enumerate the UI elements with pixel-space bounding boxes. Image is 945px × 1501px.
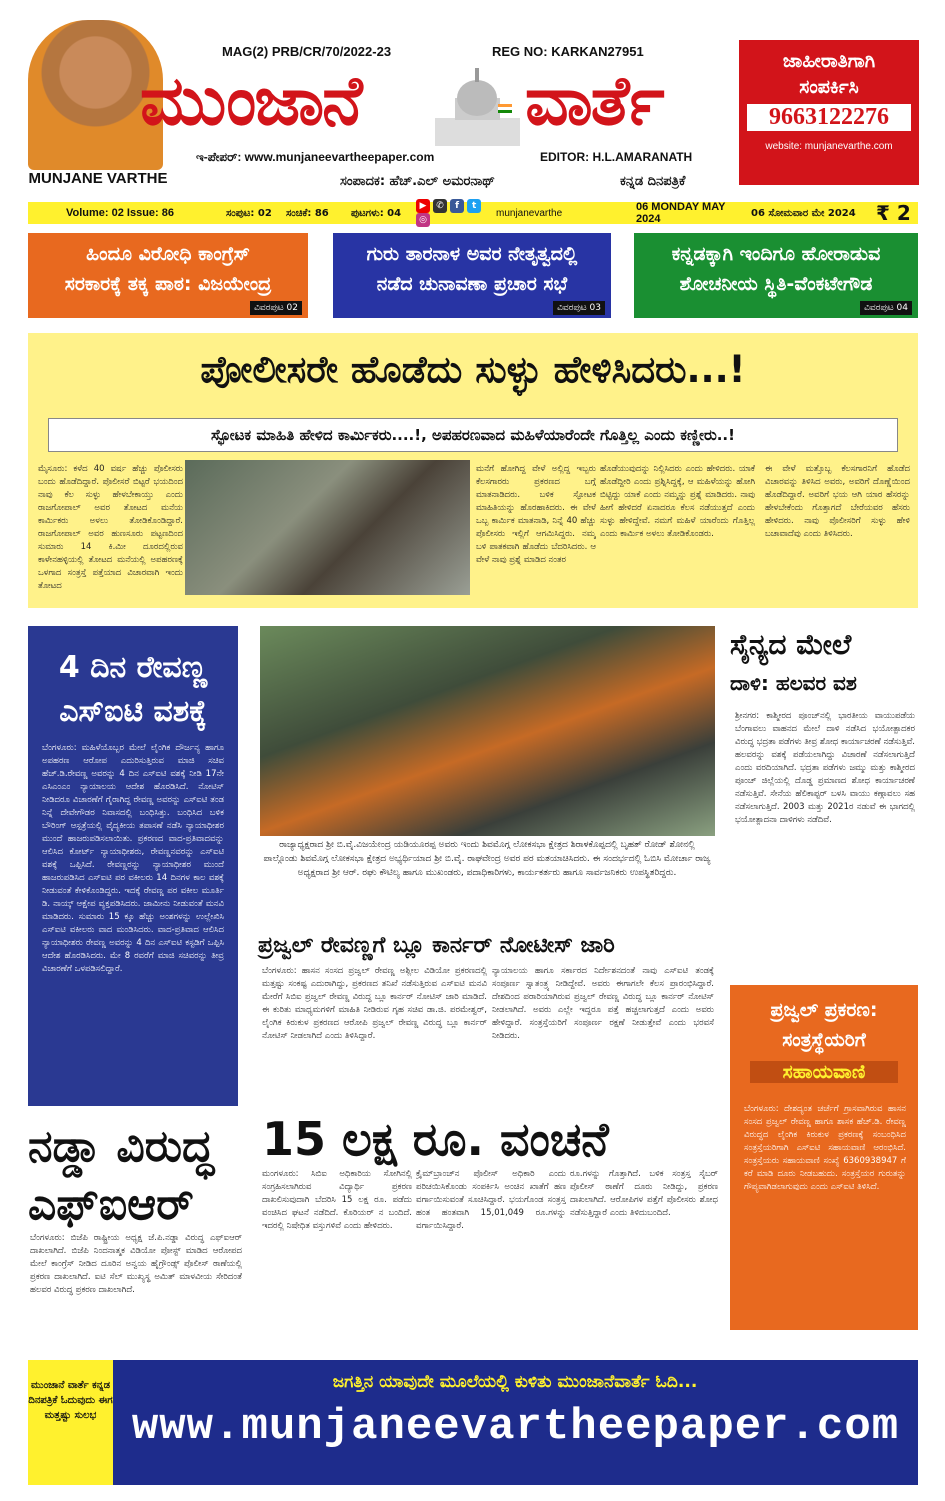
ad-line-1: ಜಾಹೀರಾತಿಗಾಗಿ (782, 50, 876, 72)
lead-subheadline: ಸ್ಫೋಟಕ ಮಾಹಿತಿ ಹೇಳಿದ ಕಾರ್ಮಿಕರು....!, ಅಪಹರಣವಾದ ಮಹಿಳೆಯಾರೆಂದೇ ಗೊತ್ತಿಲ್ಲ ಎಂದು ಕಣ್ಣೀರು..! (48, 418, 898, 452)
epaper-url[interactable]: ಇ-ಪೇಪರ್: www.munjaneevartheepaper.com (196, 150, 435, 164)
rally-caption: ರಾಜ್ಯಾಧ್ಯಕ್ಷರಾದ ಶ್ರೀ ಬಿ.ವೈ.ವಿಜಯೇಂದ್ರ ಯಡಿಯೂರಪ್ಪ ಅವರು ಇಂದು ಶಿವಮೊಗ್ಗ ಲೋಕಸಭಾ ಕ್ಷೇತ್ರದ ಶಿರಾಳಕೊಪ್ಪದಲ್ಲಿ ಬೃಹತ್ ರೋಡ್ ಶೋನಲ್ಲಿ ಪಾಲ್ಗೊಂಡು ಶಿವಮೊಗ್ಗ ಲೋಕಸಭಾ ಕ್ಷೇತ್ರದ ಅಭ್ಯರ್ಥಿಯಾದ ಶ್ರೀ ಬಿ.ವೈ. ರಾಘವೇಂದ್ರ ಅವರ ಪರ ಮತಯಾಚಿಸಿದರು. ಈ ಸಂದರ್ಭದಲ್ಲಿ ಓಬಿಸಿ ಮೋರ್ಚಾ ರಾಜ್ಯ ಅಧ್ಯಕ್ಷರಾದ ಶ್ರೀ ಆರ್. ರಘು ಕೌಟಿಲ್ಯ ಹಾಗೂ ಮುಖಂಡರು, ಪದಾಧಿಕಾರಿಗಳು, ಕಾರ್ಯಕರ್ತರು ಹಾಗೂ ಸಾರ್ವಜನಿಕರು ಉಪಸ್ಥಿತರಿದ್ದರು. (263, 840, 711, 878)
teaser-box-3[interactable] (634, 233, 918, 318)
reg-number: REG NO: KARKAN27951 (492, 44, 644, 59)
fraud-column-1: ಮಂಗಳೂರು: ಸಿಬಿಐ ಅಧಿಕಾರಿಯ ಸೋಗಿನಲ್ಲಿ ಸಂಗ್ರಹಿಸಲಾಗಿರುವ ವಿದ್ಯಾರ್ಥಿ ಪ್ರಕರಣ ದಾಖಲಿಸುವುದಾಗಿ ಬೆದರಿಸಿ 15 ಲಕ್ಷ ರೂ. ಪಡೆದು ವಂಚಿಸಿದ ಘಟನೆ ನಡೆದಿದೆ. ಕೊರಿಯರ್ ನ ಬಂದಿದೆ. ಇದರಲ್ಲಿ ನಿಷೇಧಿತ ವಸ್ತುಗಳಿವೆ ಎಂದು ಹೇಳಿದರು. (262, 1169, 412, 1231)
helpline-highlight: ಸಹಾಯವಾಣಿ (750, 1061, 898, 1083)
footer-left-note: ಮುಂಜಾನೆ ವಾರ್ತೆ ಕನ್ನಡ ದಿನಪತ್ರಿಕೆ ಓದುವುದು ಈಗ ಮತ್ತಷ್ಟು ಸುಲಭ (28, 1360, 113, 1485)
pages-kannada: ಪುಟಗಳು: 04 (351, 207, 402, 219)
teaser-1-page-tag: ವಿವರಪುಟ 02 (250, 301, 302, 315)
issue-kannada: ಸಂಚಿಕೆ: 86 (286, 207, 329, 219)
teaser-3-line2: ಶೋಚನೀಯ ಸ್ಥಿತಿ-ವೆಂಕಟೇಗೌಡ (679, 273, 873, 295)
social-handle[interactable]: munjanevarthe (496, 207, 563, 219)
footer-tagline: ಜಗತ್ತಿನ ಯಾವುದೇ ಮೂಲೆಯಲ್ಲಿ ಕುಳಿತು ಮುಂಜಾನೆವಾರ್ತೆ ಓದಿ... (332, 1372, 698, 1392)
ad-line-2: ಸಂಪರ್ಕಿಸಿ (799, 76, 859, 98)
army-subheadline: ದಾಳಿ: ಹಲವರ ವಶ (730, 671, 857, 695)
teaser-box-2[interactable] (333, 233, 611, 318)
nadda-body: ಬೆಂಗಳೂರು: ಬಿಜೆಪಿ ರಾಷ್ಟ್ರೀಯ ಅಧ್ಯಕ್ಷ ಜೆ.ಪಿ.ನಡ್ಡಾ ವಿರುದ್ಧ ಎಫ್ಐಆರ್ ದಾಖಲಾಗಿದೆ. ಬಿಜೆಪಿ ನಿಂದನಾತ್ಮಕ ವಿಡಿಯೋ ಪೋಸ್ಟ್ ಮಾಡಿದ ಆರೋಪದ ಮೇಲೆ ಕಾಂಗ್ರೆಸ್ ನೀಡಿದ ದೂರಿನ ಅನ್ವಯ ಹೈಗ್ರೌಂಡ್ಸ್ ಪೊಲೀಸ್ ಠಾಣೆಯಲ್ಲಿ ಪ್ರಕರಣ ದಾಖಲಾಗಿದೆ. ಐಟಿ ಸೆಲ್ ಮುಖ್ಯಸ್ಥ ಅಮಿತ್ ಮಾಳವೀಯ ಸೇರಿದಂತೆ ಹಲವರ ವಿರುದ್ಧ ಪ್ರಕರಣ ದಾಖಲಾಗಿದೆ. (30, 1233, 242, 1295)
helpline-body: ಬೆಂಗಳೂರು: ದೇಶದ್ಯಂತ ಚರ್ಚೆಗೆ ಗ್ರಾಸವಾಗಿರುವ ಹಾಸನ ಸಂಸದ ಪ್ರಜ್ವಲ್ ರೇವಣ್ಣ ಹಾಗೂ ಶಾಸಕ ಹೆಚ್.ಡಿ. ರೇವಣ್ಣ ವಿರುದ್ಧದ ಲೈಂಗಿಕ ಕಿರುಕುಳ ಪ್ರಕರಣಕ್ಕೆ ಸಂಬಂಧಿಸಿದ ಸಂತ್ರಸ್ತೆಯರಿಗಾಗಿ ಎಸ್ಐಟಿ ಸಹಾಯವಾಣಿ ಆರಂಭಿಸಿದೆ. ಸಂತ್ರಸ್ತೆಯರು ಸಹಾಯವಾಣಿ ಸಂಖ್ಯೆ 6360938947 ಗೆ ಕರೆ ಮಾಡಿ ದೂರು ನೀಡಬಹುದು. ಸಂತ್ರಸ್ತೆಯರ ಗುರುತನ್ನು ಗೌಪ್ಯವಾಗಿಡಲಾಗುವುದು ಎಂದು ಎಸ್ಐಟಿ ತಿಳಿಸಿದೆ. (744, 1104, 906, 1192)
date-english: 06 MONDAY MAY 2024 (636, 201, 726, 225)
lead-photo (185, 460, 470, 595)
daily-label: ಕನ್ನಡ ದಿನಪತ್ರಿಕೆ (620, 174, 686, 189)
vidhana-soudha-icon (430, 58, 525, 148)
lead-headline[interactable]: ಪೋಲೀಸರೇ ಹೊಡೆದು ಸುಳ್ಳು ಹೇಳಿಸಿದರು...! (200, 348, 746, 391)
info-strip (28, 202, 918, 224)
teaser-1-line1: ಹಿಂದೂ ವಿರೋಧಿ ಕಾಂಗ್ರೆಸ್ (86, 243, 250, 265)
volume-issue: Volume: 02 Issue: 86 (66, 207, 175, 219)
twitter-icon[interactable]: t (467, 199, 481, 213)
teaser-2-page-tag: ವಿವರಪುಟ 03 (553, 301, 605, 315)
footer-url[interactable]: www.munjaneevartheepaper.com (131, 1402, 900, 1452)
portrait-label: MUNJANE VARTHE (28, 170, 168, 187)
nadda-headline[interactable]: ನಡ್ಡಾ ವಿರುದ್ಧ ಎಫ್ಐಆರ್ (28, 1121, 214, 1230)
mag-number: MAG(2) PRB/CR/70/2022-23 (222, 44, 392, 59)
prajwal-column-1: ಬೆಂಗಳೂರು: ಹಾಸನ ಸಂಸದ ಪ್ರಜ್ವಲ್ ರೇವಣ್ಣ ಅಶ್ಲೀಲ ವಿಡಿಯೋ ಪ್ರಕರಣದಲ್ಲಿ ಮತ್ತಷ್ಟು ಸಂಕಷ್ಟ ಎದುರಾಗಿದ್ದು, ಪ್ರಕರಣದ ತನಿಖೆ ನಡೆಸುತ್ತಿರುವ ಎಸ್ಐಟಿ ಮನವಿ ಮೇರೆಗೆ ಸಿಬಿಐ ಪ್ರಜ್ವಲ್ ರೇವಣ್ಣ ವಿರುದ್ಧ ಬ್ಲೂ ಕಾರ್ನರ್ ನೋಟಿಸ್ ಜಾರಿ ಮಾಡಿದೆ. ಈ ಕುರಿತು ಮಾಧ್ಯಮಗಳಿಗೆ ಮಾಹಿತಿ ನೀಡಿರುವ ಗೃಹ ಸಚಿವ ಡಾ.ಜಿ. ಪರಮೇಶ್ವರ್, ಲೈಂಗಿಕ ಕಿರುಕುಳ ಪ್ರಕರಣದ ಆರೋಪಿ ಪ್ರಜ್ವಲ್ ರೇವಣ್ಣ ವಿರುದ್ಧ ಬ್ಲೂ ಕಾರ್ನರ್ ನೋಟಿಸ್ ನೀಡಲಾಗಿದೆ ಎಂದು ತಿಳಿಸಿದ್ದಾರೆ. (262, 966, 487, 1041)
prajwal-headline[interactable]: ಪ್ರಜ್ವಲ್ ರೇವಣ್ಣಗೆ ಬ್ಲೂ ಕಾರ್ನರ್ ನೋಟೀಸ್ ಜಾರಿ (258, 933, 615, 958)
social-icons (416, 199, 496, 227)
fraud-column-3: ರೂ.ಗಳನ್ನು ಗೊತ್ತಾಗಿದೆ. ಬಳಿಕ ಸಂತ್ರಸ್ತ ಸೈಬರ್ ಪೊಲೀಸ್ ಠಾಣೆಗೆ ದೂರು ನೀಡಿದ್ದು, ಪ್ರಕರಣ ದಾಖಲಾಗಿದೆ. ಆರೋಪಿಗಳ ಪತ್ತೆಗೆ ಪೊಲೀಸರು ಶೋಧ ನಡೆಸುತ್ತಿದ್ದಾರೆ ಎಂದು ತಿಳಿದುಬಂದಿದೆ. (570, 1169, 718, 1218)
teaser-2-line1: ಗುರು ತಾರನಾಳ ಅವರ ನೇತೃತ್ವದಲ್ಲಿ (366, 243, 578, 265)
teaser-box-1[interactable] (28, 233, 308, 318)
teaser-1-line2: ಸರಕಾರಕ್ಕೆ ತಕ್ಕ ಪಾಠ: ವಿಜಯೇಂದ್ರ (64, 273, 272, 295)
prajwal-column-2: ನ್ಯಾಯಾಲಯ ಹಾಗೂ ಸರ್ಕಾರದ ನಿರ್ದೇಶನದಂತೆ ನಾವು ಎಸ್ಐಟಿ ತಂಡಕ್ಕೆ ಸಂಪೂರ್ಣ ಸ್ವಾತಂತ್ರ್ಯ ನೀಡಿದ್ದೇವೆ. ಅವರು ಈಗಾಗಲೇ ಕೆಲಸ ಪ್ರಾರಂಭಿಸಿದ್ದಾರೆ. ದೇಶದಿಂದ ಪರಾರಿಯಾಗಿರುವ ಪ್ರಜ್ವಲ್ ರೇವಣ್ಣ ವಿರುದ್ಧ ಬ್ಲೂ ಕಾರ್ನರ್ ನೋಟಿಸ್ ನೀಡಲಾಗಿದೆ. ಅವರು ಎಲ್ಲೇ ಇದ್ದರೂ ಪತ್ತೆ ಹಚ್ಚಲಾಗುತ್ತದೆ ಎಂದು ಅವರು ಹೇಳಿದ್ದಾರೆ. ಸಂತ್ರಸ್ತೆಯರಿಗೆ ಸಂಪೂರ್ಣ ರಕ್ಷಣೆ ನೀಡುತ್ತೇವೆ ಎಂದು ಭರವಸೆ ನೀಡಿದರು. (492, 966, 714, 1041)
facebook-icon[interactable]: f (450, 199, 464, 213)
instagram-icon[interactable]: ◎ (416, 213, 430, 227)
revanna-body: ಬೆಂಗಳೂರು: ಮಹಿಳೆಯೊಬ್ಬರ ಮೇಲೆ ಲೈಂಗಿಕ ದೌರ್ಜನ್ಯ ಹಾಗೂ ಅಪಹರಣ ಆರೋಪ ಎದುರಿಸುತ್ತಿರುವ ಮಾಜಿ ಸಚಿವ ಹೆಚ್.ಡಿ.ರೇವಣ್ಣ ಅವರನ್ನು 4 ದಿನ ಎಸ್ಐಟಿ ವಶಕ್ಕೆ ನೀಡಿ 17ನೇ ಎಸಿಎಂಎಂ ನ್ಯಾಯಾಲಯ ಆದೇಶ ಹೊರಡಿಸಿದೆ. ನೋಟಿಸ್ ನೀಡಿದರೂ ವಿಚಾರಣೆಗೆ ಗೈರಾಗಿದ್ದ ರೇವಣ್ಣ ಅವರನ್ನು ಎಸ್ಐಟಿ ತಂಡ ನಿನ್ನೆ ದೇವೇಗೌಡರ ನಿವಾಸದಲ್ಲಿ ಬಂಧಿಸಿತ್ತು. ಬಂಧಿಸಿದ ಬಳಿಕ ಬೌರಿಂಗ್ ಆಸ್ಪತ್ರೆಯಲ್ಲಿ ವೈದ್ಯಕೀಯ ತಪಾಸಣೆ ನಡೆಸಿ ನ್ಯಾಯಾಧೀಶರ ಮುಂದೆ ಹಾಜರುಪಡಿಸಲಾಯಿತು. ಪ್ರಕರಣದ ವಾದ-ಪ್ರತಿವಾದವನ್ನು ಆಲಿಸಿದ ಕೋರ್ಟ್ ನ್ಯಾಯಾಧೀಶರು, ರೇವಣ್ಣನವರನ್ನು ಎಸ್ಐಟಿ ವಶಕ್ಕೆ ಒಪ್ಪಿಸಿದೆ. ರೇವಣ್ಣರನ್ನು ನ್ಯಾಯಾಧೀಶರ ಮುಂದೆ ಹಾಜರುಪಡಿಸಿದ ಎಸ್ಐಟಿ ಪರ ವಕೀಲರು 14 ದಿನಗಳ ಕಾಲ ವಶಕ್ಕೆ ನೀಡುವಂತೆ ಕೇಳಿಕೊಂಡಿದ್ದರು. ಇದಕ್ಕೆ ರೇವಣ್ಣ ಪರ ವಕೀಲ ಮೂರ್ತಿ ಡಿ. ನಾಯ್ಕ್ ಆಕ್ಷೇಪ ವ್ಯಕ್ತಪಡಿಸಿದರು. ಜಾಮೀನು ನೀಡುವಂತೆ ಮನವಿ ಮಾಡಿದರು. ಸುಮಾರು 15 ಕ್ಕೂ ಹೆಚ್ಚು ಅಂಶಗಳನ್ನು ಉಲ್ಲೇಖಿಸಿ ಎಸ್ಐಟಿ ವಕೀಲರು ವಾದ ಮಂಡಿಸಿದರು. ವಾದ-ಪ್ರತಿವಾದ ಆಲಿಸಿದ ನ್ಯಾಯಾಧೀಶರು ರೇವಣ್ಣ ಅವರನ್ನು 4 ದಿನ ಎಸ್ಐಟಿ ಕಸ್ಟಡಿಗೆ ಒಪ್ಪಿಸಿ ಆದೇಶ ಹೊರಡಿಸಿದರು. ಮೇ 8 ರವರೆಗೆ ಮಾಜಿ ಸಚಿವರನ್ನು ತೀವ್ರ ವಿಚಾರಣೆಗೆ ಒಳಪಡಿಸಲಿದ್ದಾರೆ. (42, 743, 224, 974)
editor-name-kannada: ಸಂಪಾದಕ: ಹೆಚ್.ಎಲ್ ಅಮರನಾಥ್ (340, 174, 495, 189)
ad-phone[interactable]: 9663122276 (747, 104, 911, 131)
rally-photo (260, 626, 715, 836)
fraud-column-2: ಕ್ರೈಮ್‌ಬ್ರಾಂಚ್‌ನ ಪೊಲೀಸ್ ಅಧಿಕಾರಿ ಎಂದು ಪರಿಚಯಿಸಿಕೊಂಡು ಸಂಪರ್ಕಿಸಿ ಅಂಚಿನ ಖಾತೆಗೆ ಹಣ ವರ್ಗಾಯಿಸುವಂತೆ ಸೂಚಿಸಿದ್ದಾರೆ. ಭಯಗೊಂಡ ಸಂತ್ರಸ್ತ ಹಂತ ಹಂತವಾಗಿ 15,01,049 ರೂ.ಗಳನ್ನು ವರ್ಗಾಯಿಸಿದ್ದಾರೆ. (416, 1169, 566, 1231)
whatsapp-icon[interactable]: ✆ (433, 199, 447, 213)
date-kannada: 06 ಸೋಮವಾರ ಮೇ 2024 (751, 207, 856, 219)
lead-column-1: ಮೈಸೂರು: ಕಳೆದ 40 ವರ್ಷ ಹೆಚ್ಚು ಪೊಲೀಸರು ಬಂದು ಹೊಡೆದಿದ್ದಾರೆ. ಪೊಲೀಸರೆ ಬಿಟ್ಟರೆ ಭಯದಿಂದ ನಾವು ಕೆಲ ಸುಳ್ಳು ಹೇಳಬೇಕಾಯ್ತು ಎಂದು ರಾಜಗೋಪಾಲ್ ಅವರ ತೋಟದ ಮನೆಯ ಕಾರ್ಮಿಕರು ಅಳಲು ತೋಡಿಕೊಂಡಿದ್ದಾರೆ. ರಾಜಗೋಪಾಲ್ ಅವರ ಹುಣಸೂರು ಪಟ್ಟಣದಿಂದ ಸುಮಾರು 14 ಕಿ.ಮೀ ದೂರದಲ್ಲಿರುವ ಕಾಳೇನಹಳ್ಳಿಯಲ್ಲಿ ತೋಟದ ಮನೆಯಲ್ಲಿ ಅಪಹರಣಕ್ಕೆ ಒಳಗಾದ ಸಂತ್ರಸ್ತೆ ಪತ್ತೆಯಾದ ವಿಚಾರವಾಗಿ ಇಂದು ತೋಟದ (38, 464, 183, 591)
army-body: ಶ್ರೀನಗರ: ಕಾಶ್ಮೀರದ ಪೂಂಚ್‌ನಲ್ಲಿ ಭಾರತೀಯ ವಾಯುಪಡೆಯ ಬೆಂಗಾವಲು ವಾಹನದ ಮೇಲೆ ದಾಳಿ ನಡೆಸಿದ ಭಯೋತ್ಪಾದಕರ ವಿರುದ್ಧ ಭದ್ರತಾ ಪಡೆಗಳು ತೀವ್ರ ಶೋಧ ಕಾರ್ಯಾಚರಣೆ ನಡೆಸುತ್ತಿವೆ. ಹಲವರನ್ನು ವಶಕ್ಕೆ ಪಡೆಯಲಾಗಿದ್ದು ವಿಚಾರಣೆ ನಡೆಸಲಾಗುತ್ತಿದೆ ಎಂದು ವರದಿಯಾಗಿದೆ. ಭದ್ರತಾ ಪಡೆಗಳು ಜಮ್ಮು ಮತ್ತು ಕಾಶ್ಮೀರದ ಪೂಂಚ್ ಜಿಲ್ಲೆಯಲ್ಲಿ ದೊಡ್ಡ ಪ್ರಮಾಣದ ಶೋಧ ಕಾರ್ಯಾಚರಣೆ ನಡೆಸುತ್ತಿವೆ. ಸೇನೆಯ ಹೆಲಿಕಾಪ್ಟರ್ ಬಳಸಿ ವಾಯು ಕಣ್ಗಾವಲು ಸಹ ನಡೆಸಲಾಗುತ್ತಿದೆ. 2003 ಮತ್ತು 2021ರ ನಡುವೆ ಈ ಭಾಗದಲ್ಲಿ ಭಯೋತ್ಪಾದನಾ ದಾಳಿಗಳು ನಡೆದಿವೆ. (735, 711, 915, 825)
teaser-2-line2: ನಡೆದ ಚುನಾವಣಾ ಪ್ರಚಾರ ಸಭೆ (376, 273, 568, 295)
lead-column-2: ಮನೆಗೆ ಹೋಗಿದ್ದ ವೇಳೆ ಅಲ್ಲಿದ್ದ ಇಬ್ಬರು ಕೆಲಸಗಾರರು ಪ್ರಕರಣದ ಬಗ್ಗೆ ಮಾತನಾಡಿದರು. ಬಳಿಕ ಸ್ಫೋಟಕ ಮಾಹಿತಿಯನ್ನು ಹೊರಹಾಕಿದರು. ಈ ವೇಳೆ ಒಬ್ಬ ಕಾರ್ಮಿಕ ಮಾತನಾಡಿ, ನಿನ್ನೆ 40 ಹೆಚ್ಚು ಪೊಲೀಸರು ಇಲ್ಲಿಗೆ ಆಗಮಿಸಿದ್ದರು. ನಮ್ಮ ಬಳಿ ಪಾತಕವಾಗಿ ಹೊಡೆದು ಬೆದರಿಸಿದರು. ಆ ವೇಳೆ ನಾವು ಪ್ರಶ್ನೆ ಮಾಡಿದ ನಂತರ (476, 464, 596, 565)
lead-column-3: ಹೊಡೆಯುವುದನ್ನು ನಿಲ್ಲಿಸಿದರು ಎಂದು ಹೇಳಿದರು. ಯಾಕೆ ಹೊಡೆದ್ದೀರಿ ಎಂದು ಪ್ರಶ್ನಿಸಿದ್ದಕ್ಕೆ, ಆ ಮಹಿಳೆಯನ್ನು ಹೋಗಿ ಬಿಟ್ಟಿದ್ದು ಯಾಕೆ ಎಂದು ನಮ್ಮನ್ನು ಪ್ರಶ್ನೆ ಮಾಡಿದರು. ನಾವು ಹೀಗೆ ಹೇಳಿದರೆ ಏನಾದರೂ ಕೆಲಸ ನಡೆಯುತ್ತದೆ ಎಂದು ಸುಳ್ಳು ಹೇಳಿದ್ದೇವೆ. ನಮಗೆ ಮಹಿಳೆ ಯಾರೆಂದು ಗೊತ್ತಿಲ್ಲ ಎಂದು ಕಾರ್ಮಿಕ ಅಳಲು ತೋಡಿಕೊಂಡರು. (600, 464, 755, 539)
youtube-icon[interactable]: ▶ (416, 199, 430, 213)
army-headline[interactable]: ಸೈನ್ಯದ ಮೇಲೆ (730, 628, 852, 661)
revanna-headline[interactable]: 4 ದಿನ ರೇವಣ್ಣ ಎಸ್ಐಟಿ ವಶಕ್ಕೆ (58, 650, 208, 729)
fraud-headline[interactable]: 15 ಲಕ್ಷ ರೂ. ವಂಚನೆ (262, 1112, 609, 1166)
revanna-story (28, 626, 238, 1106)
teaser-3-line1: ಕನ್ನಡಕ್ಕಾಗಿ ಇಂದಿಗೂ ಹೋರಾಡುವ (671, 243, 881, 265)
helpline-story (730, 985, 918, 1330)
helpline-headline[interactable]: ಪ್ರಜ್ವಲ್ ಪ್ರಕರಣ: ಸಂತ್ರಸ್ಥೆಯರಿಗೆ (770, 999, 878, 1051)
volume-kannada: ಸಂಪುಟ: 02 (226, 207, 272, 219)
ad-website[interactable]: website: munjanevarthe.com (765, 141, 893, 152)
price: ₹ 2 (876, 201, 911, 225)
teaser-3-page-tag: ವಿವರಪುಟ 04 (860, 301, 912, 315)
editor-name: EDITOR: H.L.AMARANATH (540, 150, 693, 164)
paper-name-part1: ಮುಂಜಾನೆ (140, 62, 361, 141)
paper-name-part2: ವಾರ್ತೆ (525, 62, 663, 141)
advertisement-box[interactable] (739, 40, 919, 185)
lead-column-4: ಈ ವೇಳೆ ಮತ್ತೊಬ್ಬ ಕೆಲಸಗಾರನಿಗೆ ಹೊಡೆದ ವಿಚಾರವನ್ನು ತಿಳಿಸಿದ ಅವರು, ಅವರಿಗೆ ದೊಣ್ಣೆಯಿಂದ ಹೊಡೆದಿದ್ದಾರೆ. ಅವರಿಗೆ ಭಯ ಆಗಿ ಯಾರ ಹೆಸರನ್ನು ಹೇಳಬೇಕೆಂದು ಗೊತ್ತಾಗದೆ ಬೇರೆಯವರ ಹೆಸರು ಹೇಳಿದರು. ನಾವು ಪೊಲೀಸರಿಗೆ ಸುಳ್ಳು ಹೇಳಿ ಬಚಾವಾದೆವು ಎಂದು ತಿಳಿಸಿದರು. (765, 464, 910, 539)
